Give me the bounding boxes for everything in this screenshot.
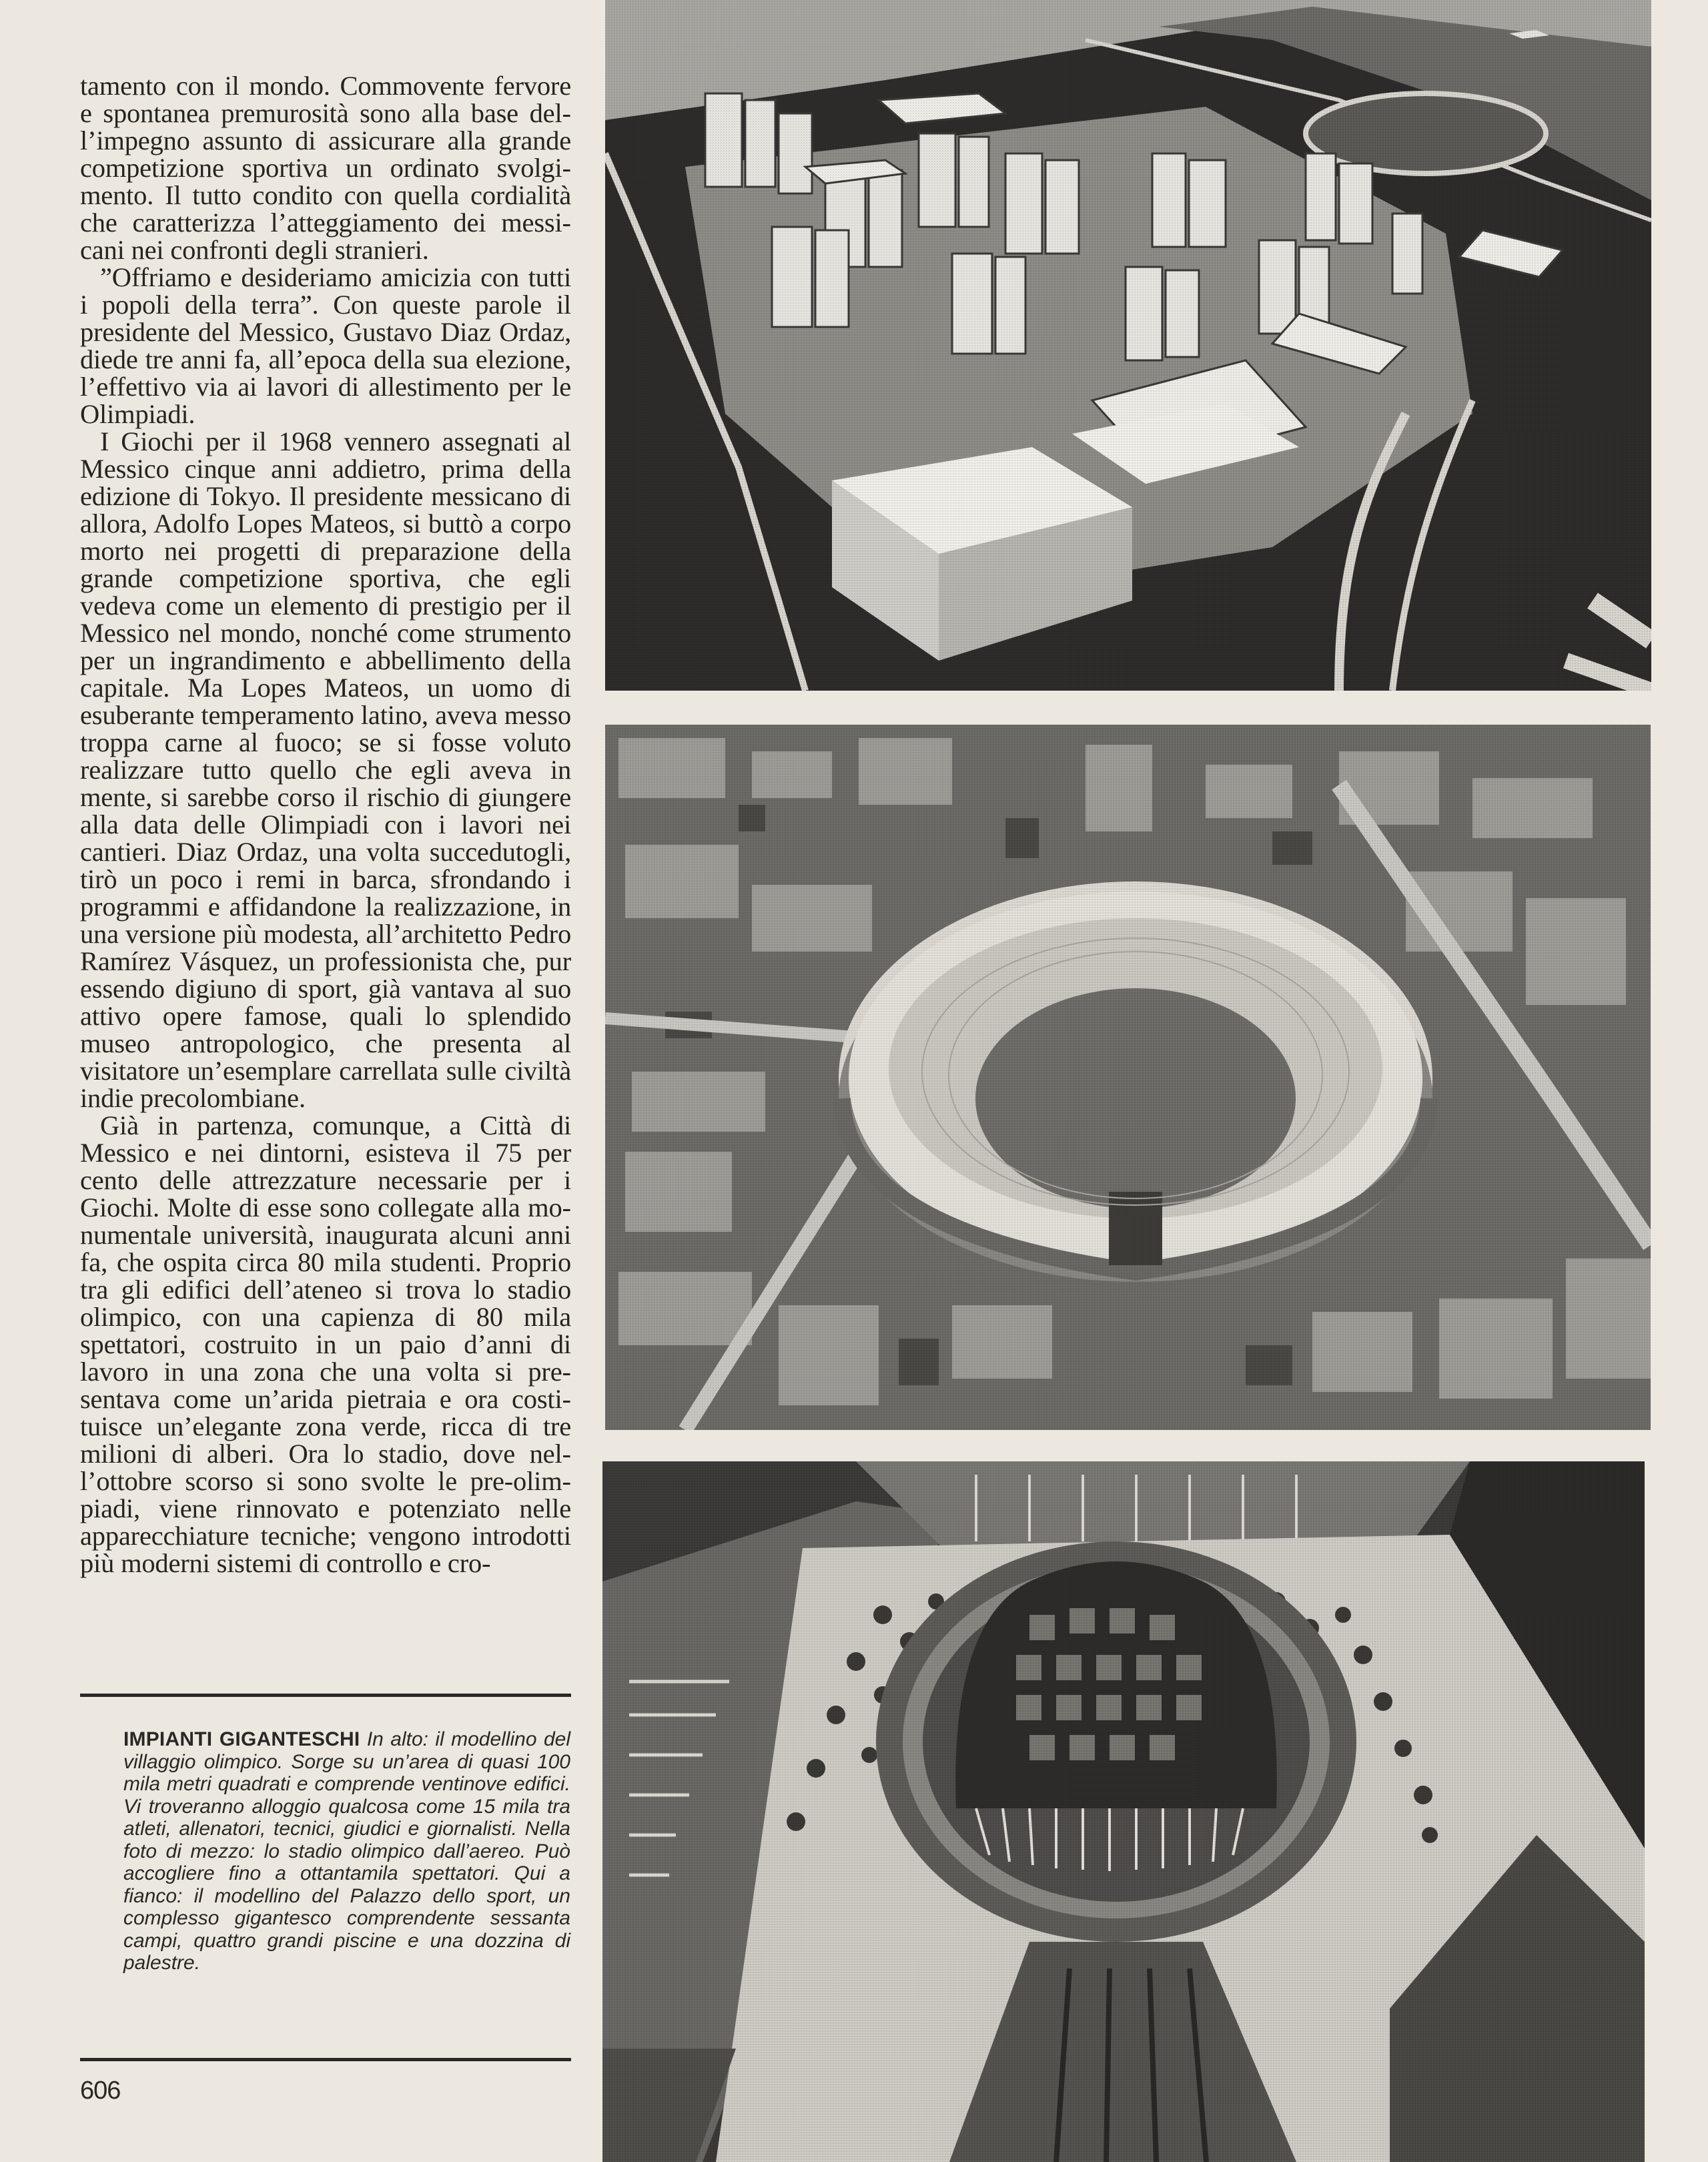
caption-bottom-rule [80, 2058, 571, 2061]
palazzo-model-illustration [602, 1461, 1645, 2162]
stadium-aerial-illustration [605, 725, 1651, 1430]
photo-olympic-village-model [605, 0, 1651, 691]
article-paragraph: ”Offriamo e desideriamo amicizia con tutti i popoli della terra”. Con queste parole il presidente del Messico, Gustavo Diaz Ordaz, diede tre anni fa, all’epoca della sua elezione, l’effettivo via ai lavori di allestimento per le Olimpiadi. [80, 262, 571, 429]
article-paragraph: I Giochi per il 1968 vennero assegnati al Messico cinque anni addietro, prima della edizione di Tokyo. Il presidente messicano di allora, Adolfo Lopes Mateos, si buttò a corpo morto nei progetti di preparazione della grande competizione sportiva, che egli vedeva come un elemento di prestigio per il Messico nel mondo, nonché come strumento per un ingrandimento e abbellimento della capitale. Ma Lopes Mateos, un uomo di esuberante temperamento latino, aveva messo troppa carne al fuoco; se si fosse voluto realizzare tutto quello che egli aveva in mente, si sarebbe corso il rischio di giungere alla data delle Olimpiadi con i lavori nei cantieri. Diaz Ordaz, una volta succedutogli, tirò un poco i remi in barca, sfrondando i programmi e affidandone la realizzazione, in una versione più modesta, all’architetto Pedro Ramírez Vásquez, un professionista che, pur essendo digiuno di sport, già vantava al suo attivo opere famose, quali lo splendido museo antropologico, che presenta al visitatore un’esemplare carrellata sulle civiltà indie precolombiane. [80, 426, 571, 1113]
photo-olympic-stadium-aerial [605, 725, 1651, 1430]
caption-top-rule [80, 1694, 571, 1697]
page-number: 606 [80, 2077, 121, 2105]
caption-heading: IMPIANTI GIGANTESCHI [123, 1728, 360, 1750]
photo-palazzo-dello-sport-model [602, 1461, 1645, 2162]
article-paragraph: tamento con il mondo. Commovente fervore e spontanea premurosità sono alla base dell’impegno assunto di assicurare alla grande competizione sportiva un ordinato svolgimento. Il tutto condito con quella cordialità che caratterizza l’atteggiamento dei messicani nei confronti degli stranieri. [80, 71, 571, 265]
article-body [80, 72, 571, 1577]
article-column [80, 72, 571, 1577]
photo-caption [123, 1728, 570, 1974]
village-model-illustration [605, 0, 1651, 691]
article-paragraph: Già in partenza, comunque, a Città di Messico e nei dintorni, esisteva il 75 per cento delle attrezzature necessarie per i Giochi. Molte di esse sono collegate alla monumentale università, inaugurata alcuni anni fa, che ospita circa 80 mila studenti. Proprio tra gli edifici dell’ateneo si trova lo stadio olimpico, con una capienza di 80 mila spettatori, costruito in un paio d’anni di lavoro in una zona che una volta si presentava come un’arida pietraia e ora costituisce un’elegante zona verde, ricca di tre milioni di alberi. Ora lo stadio, dove nell’ottobre scorso si sono svolte le pre-olimpiadi, viene rinnovato e potenziato nelle apparecchiature tecniche; vengono introdotti più moderni sistemi di controllo e cro- [80, 1110, 571, 1578]
caption-text: In alto: il modellino del villaggio olimpico. Sorge su un’area di quasi 100 mila metri quadrati e comprende ventinove edifici. Vi troveranno alloggio qualcosa come 15 mila tra atleti, allenatori, tecnici, giudici e giornalisti. Nella foto di mezzo: lo stadio olimpico dall’aereo. Può accogliere fino a ottantamila spettatori. Qui a fianco: il modellino del Palazzo dello sport, un complesso gigantesco comprendente sessanta campi, quattro grandi piscine e una dozzina di palestre. [123, 1728, 570, 1974]
